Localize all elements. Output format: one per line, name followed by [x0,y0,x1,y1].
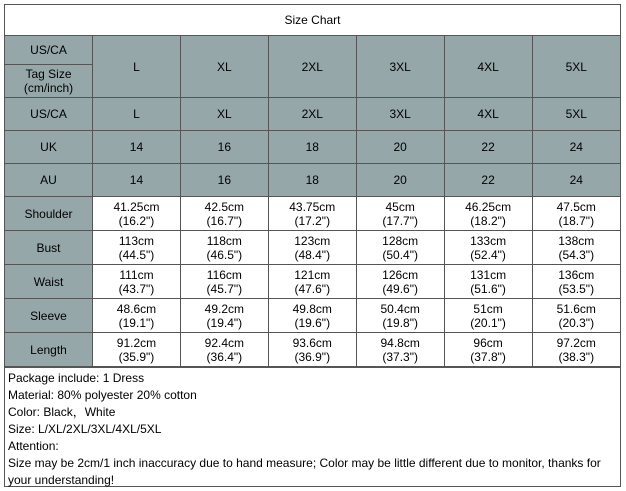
cm-value: 43.75cm [289,199,336,214]
cm-value: 111cm [119,267,154,282]
row-label: Waist [5,265,93,299]
cm-value: 123cm [294,233,331,248]
table-cell [444,197,532,231]
us-ca-row [5,98,620,131]
size-header: 3XL [356,36,444,98]
tag-size-header [5,36,93,98]
size-chart [4,4,621,487]
table-cell [93,197,181,231]
bust-row [5,231,620,265]
cm-value: 49.2cm [204,301,245,316]
inch-value: (46.5") [206,247,243,262]
table-cell: XL [180,98,268,131]
tag-size-label [5,65,92,97]
row-label: AU [5,164,93,197]
table-cell: 2XL [268,98,356,131]
table-cell [180,231,268,265]
cm-value: 41.25cm [113,199,160,214]
size-note: Size: L/XL/2XL/3XL/4XL/5XL [8,422,162,436]
inch-value: (16.7") [206,213,243,228]
cm-value: 121cm [294,267,331,282]
shoulder-row [5,197,620,231]
package-note: Package include: 1 Dress [8,371,145,385]
inch-value: (50.4") [382,247,418,262]
tag-size-unit: (cm/inch) [23,81,74,95]
table-cell [93,333,181,367]
table-cell [356,197,444,231]
table-cell [268,333,356,367]
row-label: Shoulder [5,197,93,231]
table-cell: 14 [93,131,181,164]
table-cell: 18 [268,131,356,164]
inch-value: (44.5") [118,247,155,262]
cm-value: 92.4cm [204,335,245,350]
cm-value: 138cm [558,233,595,248]
table-cell: 16 [180,131,268,164]
table-cell [180,333,268,367]
table-cell [93,231,181,265]
table-cell [268,197,356,231]
table-cell [444,333,532,367]
row-label: Sleeve [5,299,93,333]
row-label: Bust [5,231,93,265]
table-cell: 18 [268,164,356,197]
cm-value: 47.5cm [556,199,596,214]
inch-value: (49.6") [382,281,418,296]
table-cell: 16 [180,164,268,197]
inch-value: (17.7") [382,213,418,228]
inch-value: (20.1") [470,315,506,330]
table-cell [180,299,268,333]
chart-title: Size Chart [5,5,620,36]
inch-value: (19.1") [118,315,155,330]
cm-value: 97.2cm [556,335,596,350]
size-header: L [93,36,181,98]
inch-value: (45.7") [206,281,243,296]
inch-value: (37.8") [470,349,506,364]
size-header: 2XL [268,36,356,98]
cm-value: 91.2cm [116,335,157,350]
row-label: US/CA [5,98,93,131]
table-cell: 20 [356,164,444,197]
us-ca-label: US/CA [5,36,92,65]
row-label: UK [5,131,93,164]
inch-value: (18.2") [470,213,506,228]
size-header: 4XL [444,36,532,98]
table-cell: 5XL [532,98,620,131]
table-cell [532,333,620,367]
size-table [5,36,620,367]
inch-value: (35.9") [118,349,155,364]
inch-value: (36.9") [294,349,331,364]
table-cell [180,265,268,299]
table-cell: 14 [93,164,181,197]
table-cell [93,265,181,299]
inch-value: (16.2") [118,213,155,228]
inch-value: (37.3") [382,349,418,364]
cm-value: 42.5cm [204,199,245,214]
table-cell [532,197,620,231]
au-row [5,164,620,197]
table-cell: 4XL [444,98,532,131]
tag-size-text: Tag Size [25,67,72,81]
inch-value: (36.4") [206,349,243,364]
table-cell [356,333,444,367]
inch-value: (48.4") [294,247,331,262]
table-cell [444,231,532,265]
cm-value: 116cm [206,267,242,282]
inch-value: (17.2") [294,213,331,228]
inch-value: (20.3") [558,315,595,330]
inch-value: (19.8") [382,315,418,330]
table-cell: 24 [532,164,620,197]
table-cell [356,265,444,299]
inch-value: (47.6") [294,281,331,296]
table-cell [532,231,620,265]
length-row [5,333,620,367]
inch-value: (18.7") [558,213,595,228]
cm-value: 133cm [470,233,507,248]
table-cell: 22 [444,164,532,197]
table-cell: 22 [444,131,532,164]
table-cell [532,299,620,333]
tag-size-row [5,36,620,98]
cm-value: 131cm [470,267,507,282]
disclaimer-note: Size may be 2cm/1 inch inaccuracy due to hand measure; Color may be little different due to monitor, thanks for your understanding! [8,456,601,487]
cm-value: 49.8cm [292,301,332,316]
table-cell [180,197,268,231]
table-cell [93,299,181,333]
table-cell [444,299,532,333]
uk-row [5,131,620,164]
product-notes [5,367,620,489]
cm-value: 128cm [382,233,419,248]
cm-value: 136cm [558,267,595,282]
inch-value: (19.4") [206,315,243,330]
table-cell [356,231,444,265]
cm-value: 45cm [385,199,415,214]
cm-value: 51cm [473,301,503,316]
table-cell: 3XL [356,98,444,131]
cm-value: 46.25cm [465,199,512,214]
cm-value: 51.6cm [556,301,596,316]
attention-note: Attention: [8,439,59,453]
material-note: Material: 80% polyester 20% cotton [8,388,197,402]
row-label: Length [5,333,93,367]
inch-value: (19.6") [294,315,331,330]
table-cell: 20 [356,131,444,164]
size-header: 5XL [532,36,620,98]
cm-value: 126cm [382,267,419,282]
inch-value: (51.6") [470,281,506,296]
inch-value: (52.4") [470,247,506,262]
cm-value: 118cm [206,233,242,248]
cm-value: 113cm [118,233,155,248]
cm-value: 94.8cm [380,335,420,350]
table-cell [532,265,620,299]
inch-value: (53.5") [558,281,595,296]
table-cell [268,265,356,299]
color-note: Color: Black，White [8,405,116,419]
sleeve-row [5,299,620,333]
cm-value: 93.6cm [292,335,332,350]
cm-value: 50.4cm [380,301,420,316]
inch-value: (38.3") [558,349,595,364]
cm-value: 96cm [473,335,503,350]
table-cell [268,231,356,265]
table-cell [444,265,532,299]
inch-value: (54.3") [558,247,595,262]
cm-value: 48.6cm [116,301,157,316]
table-cell [268,299,356,333]
inch-value: (43.7") [118,281,155,296]
table-cell: L [93,98,181,131]
waist-row [5,265,620,299]
size-header: XL [180,36,268,98]
table-cell [356,299,444,333]
table-cell: 24 [532,131,620,164]
